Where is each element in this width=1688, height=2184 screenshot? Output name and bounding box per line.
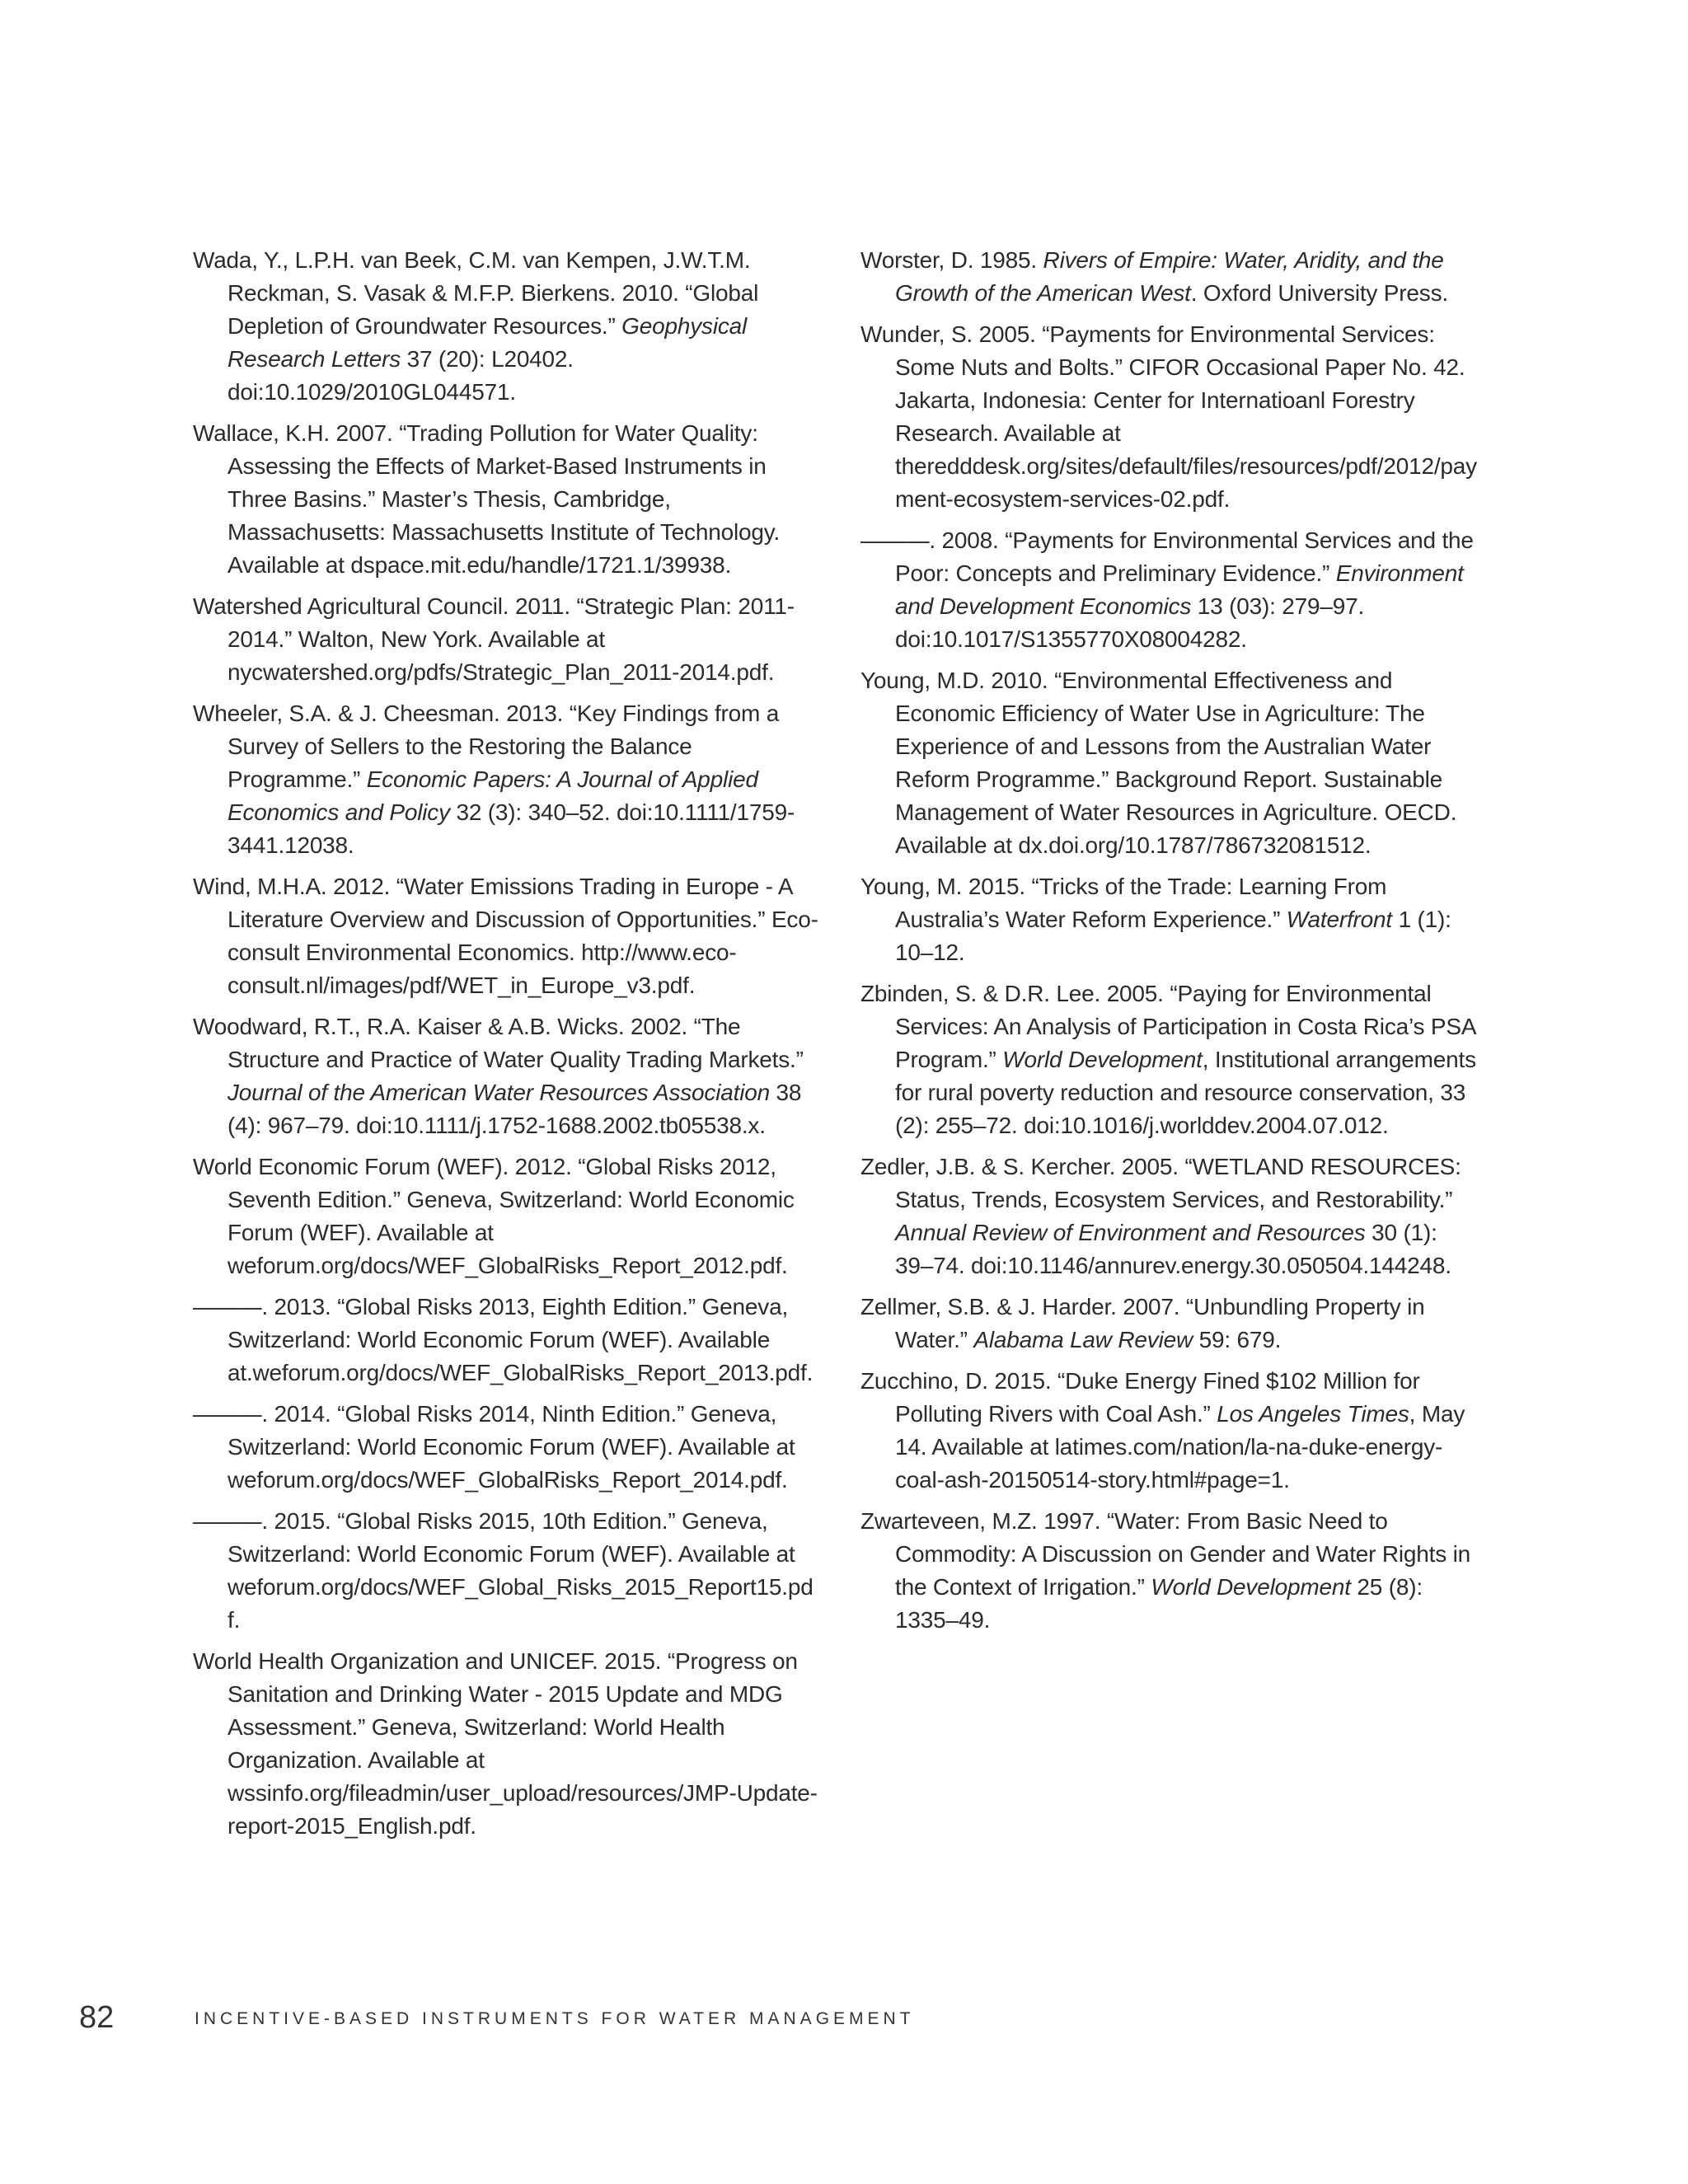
right-reference-column <box>860 244 1480 1645</box>
reference-text: Young, M.D. 2010. “Environmental Effectiveness and Economic Efficiency of Water Use in Agriculture: The Experience of and Lessons from the Australian Water Reform Programme.” Background Report. Sustainable Management of Water Resources in Agriculture. OECD. Available at dx.doi.org/10.1787/786732081512. <box>860 668 1457 858</box>
reference-entry <box>860 870 1480 969</box>
reference-entry <box>860 318 1480 516</box>
reference-entry <box>193 1151 819 1282</box>
reference-entry <box>860 664 1480 862</box>
reference-text-continued: 32 (3): 340–52. doi:10.1111/1759-3441.12038. <box>227 799 795 858</box>
reference-entry <box>860 977 1480 1142</box>
reference-text: Zucchino, D. 2015. “Duke Energy Fined $102 Million for Polluting Rivers with Coal Ash.” <box>860 1368 1420 1427</box>
reference-entry <box>860 1291 1480 1357</box>
reference-text: Wada, Y., L.P.H. van Beek, C.M. van Kempen, J.W.T.M. Reckman, S. Vasak & M.F.P. Bierkens. 2010. “Global Depletion of Groundwater Resources.” <box>193 247 759 339</box>
reference-title-italic: Environment and Development Economics <box>895 560 1464 619</box>
reference-text-continued: 59: 679. <box>1193 1327 1282 1352</box>
reference-text: World Health Organization and UNICEF. 2015. “Progress on Sanitation and Drinking Water - 2015 Update and MDG Assessment.” Geneva, Switzerland: World Health Organization. Available at wssinfo.org/fileadmin/user_upload/resources/JMP-Update-report-2015_English.pdf. <box>193 1648 818 1839</box>
reference-text: Zwarteveen, M.Z. 1997. “Water: From Basic Need to Commodity: A Discussion on Gender and Water Rights in the Context of Irrigation.” <box>860 1508 1471 1600</box>
reference-text-continued: 37 (20): L20402. doi:10.1029/2010GL044571. <box>227 346 574 405</box>
reference-text: Zedler, J.B. & S. Kercher. 2005. “WETLAND RESOURCES: Status, Trends, Ecosystem Services, and Restorability.” <box>860 1154 1461 1212</box>
reference-title-italic: Rivers of Empire: Water, Aridity, and the Growth of the American West <box>895 247 1444 306</box>
reference-title-italic: Annual Review of Environment and Resources <box>895 1220 1366 1245</box>
reference-entry <box>860 1151 1480 1282</box>
reference-title-italic: Alabama Law Review <box>973 1327 1193 1352</box>
reference-text-continued: , Institutional arrangements for rural poverty reduction and resource conservation, 33 (2): 255–72. doi:10.1016/j.worlddev.2004.07.012. <box>895 1047 1476 1138</box>
reference-entry <box>860 1505 1480 1637</box>
reference-text: Watershed Agricultural Council. 2011. “Strategic Plan: 2011-2014.” Walton, New York. Available at nycwatershed.org/pdfs/Strategic_Plan_2011-2014.pdf. <box>193 593 795 685</box>
reference-text: Worster, D. 1985. <box>860 247 1043 273</box>
reference-text-continued: 13 (03): 279–97. doi:10.1017/S1355770X08004282. <box>895 593 1365 652</box>
reference-entry <box>193 1398 819 1497</box>
reference-text: World Economic Forum (WEF). 2012. “Global Risks 2012, Seventh Edition.” Geneva, Switzerland: World Economic Forum (WEF). Available at weforum.org/docs/WEF_GlobalRisks_Report_2012.pdf. <box>193 1154 795 1278</box>
running-title: INCENTIVE-BASED INSTRUMENTS FOR WATER MANAGEMENT <box>195 2009 915 2028</box>
reference-text-continued: 30 (1): 39–74. doi:10.1146/annurev.energy.30.050504.144248. <box>895 1220 1451 1278</box>
reference-text-continued: 25 (8): 1335–49. <box>895 1574 1423 1633</box>
page-number: 82 <box>79 2000 115 2035</box>
reference-entry <box>193 1505 819 1637</box>
reference-text: Young, M. 2015. “Tricks of the Trade: Learning From Australia’s Water Reform Experience.” <box>860 874 1387 932</box>
reference-text-continued: 1 (1): 10–12. <box>895 907 1451 965</box>
reference-text: ———. 2015. “Global Risks 2015, 10th Edition.” Geneva, Switzerland: World Economic Forum (WEF). Available at weforum.org/docs/WEF_Global_Risks_2015_Report15.pdf. <box>193 1508 814 1633</box>
reference-entry <box>193 590 819 689</box>
reference-title-italic: World Development <box>1151 1574 1351 1600</box>
reference-text: Wallace, K.H. 2007. “Trading Pollution for Water Quality: Assessing the Effects of Market-Based Instruments in Three Basins.” Master’s Thesis, Cambridge, Massachusetts: Massachusetts Institute of Technology. Available at dspace.mit.edu/handle/1721.1/39938. <box>193 420 781 578</box>
reference-entry <box>860 244 1480 310</box>
left-reference-column <box>193 244 819 1851</box>
reference-text: ———. 2008. “Payments for Environmental Services and the Poor: Concepts and Preliminary Evidence.” <box>860 527 1474 586</box>
reference-entry <box>193 1010 819 1142</box>
reference-text: Wunder, S. 2005. “Payments for Environmental Services: Some Nuts and Bolts.” CIFOR Occasional Paper No. 42. Jakarta, Indonesia: Center for Internatioanl Forestry Research. Available at theredddesk.org/sites/default/files/resources/pdf/2012/payment-ecosystem-services-02.pdf. <box>860 321 1477 512</box>
reference-entry <box>860 1365 1480 1497</box>
reference-text-continued: . Oxford University Press. <box>1190 280 1448 306</box>
reference-entry <box>193 870 819 1002</box>
reference-text: Wheeler, S.A. & J. Cheesman. 2013. “Key Findings from a Survey of Sellers to the Restoring the Balance Programme.” <box>193 701 780 792</box>
reference-entry <box>193 1291 819 1390</box>
reference-text: Zbinden, S. & D.R. Lee. 2005. “Paying for Environmental Services: An Analysis of Participation in Costa Rica’s PSA Program.” <box>860 981 1475 1072</box>
reference-text-continued: 38 (4): 967–79. doi:10.1111/j.1752-1688.2002.tb05538.x. <box>227 1080 802 1138</box>
reference-entry <box>193 244 819 409</box>
reference-entry <box>193 417 819 582</box>
reference-entry <box>860 524 1480 656</box>
reference-text: Woodward, R.T., R.A. Kaiser & A.B. Wicks. 2002. “The Structure and Practice of Water Quality Trading Markets.” <box>193 1014 804 1072</box>
reference-text: ———. 2013. “Global Risks 2013, Eighth Edition.” Geneva, Switzerland: World Economic Forum (WEF). Available at.weforum.org/docs/WEF_GlobalRisks_Report_2013.pdf. <box>193 1294 814 1385</box>
reference-title-italic: Los Angeles Times <box>1217 1401 1409 1427</box>
page-footer <box>79 1993 1068 2042</box>
reference-title-italic: Waterfront <box>1286 907 1392 932</box>
reference-text-continued: , May 14. Available at latimes.com/nation/la-na-duke-energy-coal-ash-20150514-story.html#page=1. <box>895 1401 1465 1493</box>
reference-entry <box>193 1645 819 1843</box>
reference-title-italic: Economic Papers: A Journal of Applied Economics and Policy <box>227 766 758 825</box>
reference-text: ———. 2014. “Global Risks 2014, Ninth Edition.” Geneva, Switzerland: World Economic Forum (WEF). Available at weforum.org/docs/WEF_GlobalRisks_Report_2014.pdf. <box>193 1401 795 1493</box>
reference-entry <box>193 697 819 862</box>
reference-title-italic: Geophysical Research Letters <box>227 313 748 372</box>
reference-title-italic: Journal of the American Water Resources Association <box>227 1080 770 1105</box>
reference-text: Wind, M.H.A. 2012. “Water Emissions Trading in Europe - A Literature Overview and Discussion of Opportunities.” Eco-consult Environmental Economics. http://www.eco-consult.nl/images/pdf/WET_in_Europe_v3.pdf. <box>193 874 818 998</box>
reference-title-italic: World Development <box>1002 1047 1203 1072</box>
reference-text: Zellmer, S.B. & J. Harder. 2007. “Unbundling Property in Water.” <box>860 1294 1425 1352</box>
